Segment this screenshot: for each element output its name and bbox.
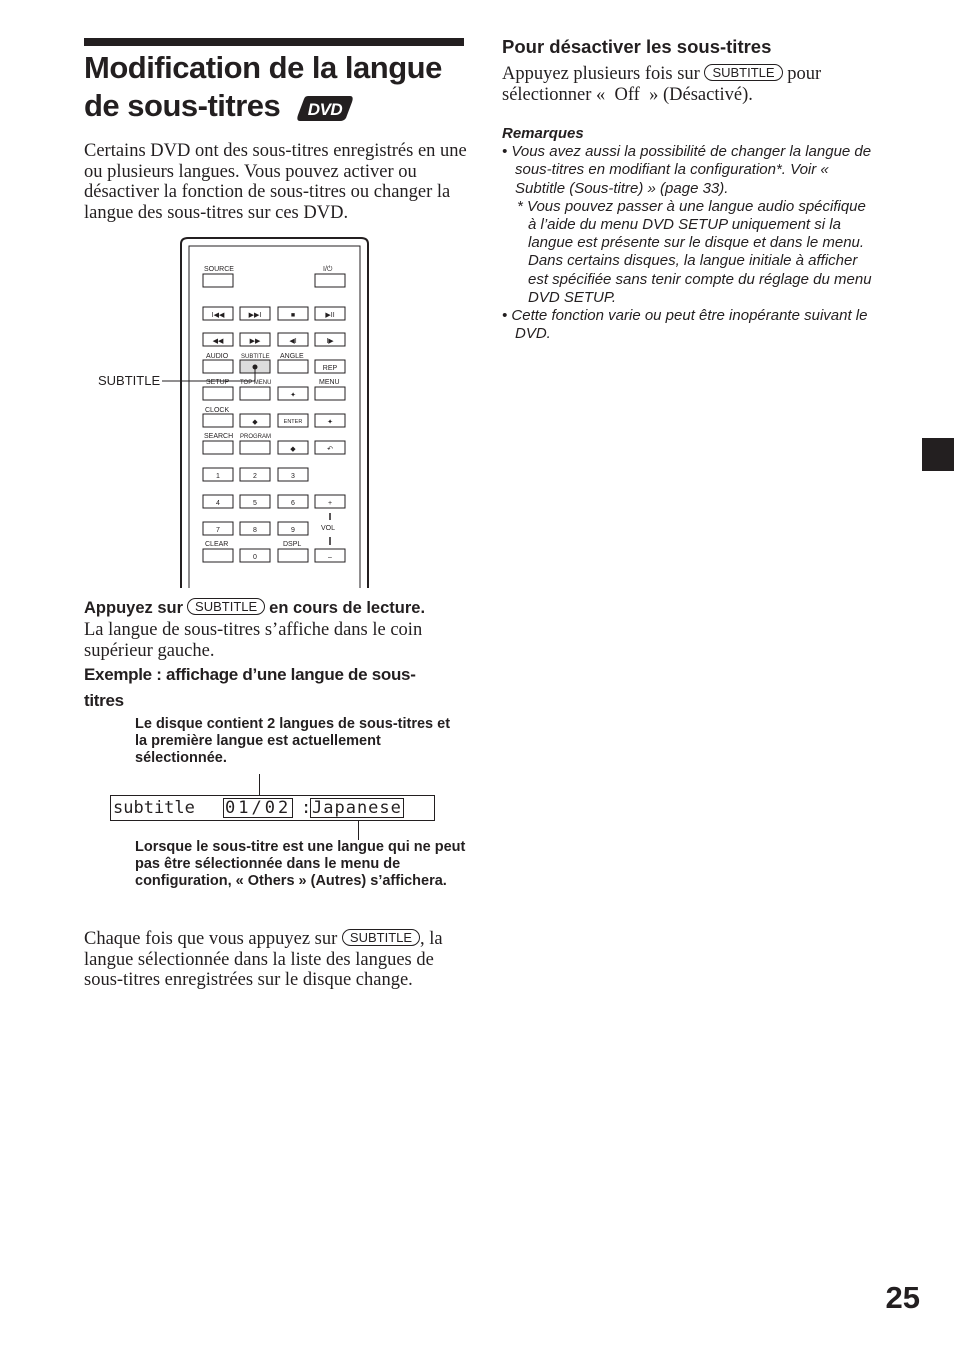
key-0: 0 [253,554,257,561]
key-4: 4 [216,500,220,507]
key-minus: – [328,554,332,561]
svg-text:▶▶: ▶▶ [249,338,261,345]
section-tab-marker [922,438,954,471]
top-menu-button [240,387,270,400]
key-1: 1 [216,473,220,480]
callout-bottom: Lorsque le sous-titre est une langue qui ne peut pas être sélectionnée dans le menu de configuration, « Others » (Autres) s’affichera. [135,839,466,889]
dvd-logo-text: DVD [308,99,343,119]
callout-line-bottom [358,820,359,840]
key-5: 5 [253,500,257,507]
note-1-star: * Vous pouvez passer à une langue audio spécifique à l’aide du menu DVD SETUP uniquement si la langue est présente sur le disque et dans le menu. Dans certains disques, la langue initiale à afficher est spécifiée sans tenir compte du réglage du menu DVD SETUP. [517,197,872,306]
svg-text:✦: ✦ [290,392,296,399]
repeat-paragraph [84,929,468,991]
repeat-post: , la langue sélectionnée dans la liste des langues de sous-titres enregistrées sur le disque change. [84,929,443,990]
source-button [203,274,233,287]
svg-text:◆: ◆ [252,419,258,426]
label-audio: AUDIO [206,353,229,360]
svg-text:◀◀: ◀◀ [212,338,224,345]
svg-text:I◀◀: I◀◀ [211,312,225,319]
label-top-menu: TOP MENU [240,380,272,386]
key-7: 7 [216,527,220,534]
program-button [240,441,270,454]
step-1-pre: Appuyez sur [84,599,184,617]
subtitle-key-2: SUBTITLE [342,929,420,946]
subtitle-key: SUBTITLE [187,598,265,615]
callout-top: Le disque contient 2 langues de sous-titres et la première langue est actuellement sélectionnée. [135,716,451,766]
label-vol: VOL [321,525,336,532]
lcd-language: Japanese [312,798,402,818]
setup-button [203,387,233,400]
note-1: • Vous avez aussi la possibilité de changer la langue de sous-titres en modifiant la configuration*. Voir « Subtitle (Sous-titre) » (page 33). [502,143,872,197]
page-number: 25 [885,1280,920,1315]
key-6: 6 [291,500,295,507]
menu-button [315,387,345,400]
label-enter: ENTER [283,419,303,425]
label-subtitle: SUBTITLE [241,354,270,360]
example-heading [84,662,468,714]
disable-post: » (Désactivé). [649,84,753,105]
title-line-2: de sous-titres [84,88,281,123]
lcd-track-count: 01/02 [225,798,292,818]
label-rep: REP [322,365,338,372]
svg-text:✦: ✦ [327,419,333,426]
label-search: SEARCH [204,433,234,440]
page-title [84,49,474,125]
step-1 [84,598,474,618]
callout-line-top [259,774,260,796]
subtitle-callout-label: SUBTITLE [98,373,161,388]
lcd-label: subtitle [113,798,195,818]
label-program: PROGRAM [240,434,272,440]
disable-mid: pour sélectionner « [502,64,822,105]
key-3: 3 [291,473,295,480]
svg-text:↶: ↶ [327,446,333,453]
lcd-colon: : [301,798,312,818]
lcd-display [110,795,435,821]
svg-text:I▶: I▶ [326,338,334,345]
disable-paragraph [502,64,874,105]
remote-illustration [96,236,376,588]
repeat-pre: Chaque fois que vous appuyez sur [84,929,338,949]
disable-off: Off [614,84,640,105]
label-menu: MENU [319,379,340,386]
label-clear: CLEAR [205,541,229,548]
disable-pre: Appuyez plusieurs fois sur [502,64,700,84]
label-source: SOURCE [204,266,234,273]
step-1-post: en cours de lecture. [269,599,426,617]
svg-text:◆: ◆ [290,446,296,453]
notes-heading: Remarques [502,125,584,142]
dvd-logo-icon [296,94,354,122]
title-rule [84,38,464,46]
subtitle-key-3: SUBTITLE [704,64,782,81]
svg-text:◀I: ◀I [289,338,297,345]
label-angle: ANGLE [280,353,304,360]
svg-text:▶II: ▶II [325,312,335,319]
title-line-1: Modification de la langue [84,50,442,85]
example-heading-line-2: titres [84,691,124,710]
key-9: 9 [291,527,295,534]
angle-button [278,360,308,373]
label-power: I/⏻ [323,266,333,273]
step-1-description: La langue de sous-titres s’affiche dans le coin supérieur gauche. [84,620,423,661]
key-plus: + [327,500,333,507]
intro-paragraph: Certains DVD ont des sous-titres enregistrés en une ou plusieurs langues. Vous pouvez activer ou désactiver la fonction de sous-titres ou changer la langue des sous-titres sur ces DVD. [84,141,467,223]
svg-text:■: ■ [290,312,296,319]
disable-heading: Pour désactiver les sous-titres [502,36,772,57]
key-2: 2 [253,473,257,480]
search-button [203,441,233,454]
audio-button [203,360,233,373]
clock-button [203,414,233,427]
svg-text:▶▶I: ▶▶I [248,312,262,319]
label-setup: SETUP [206,379,230,386]
example-heading-line-1: Exemple : affichage d’une langue de sous- [84,665,416,684]
note-2: • Cette fonction varie ou peut être inopérante suivant le DVD. [502,307,868,343]
key-8: 8 [253,527,257,534]
label-clock: CLOCK [205,407,230,414]
power-button [315,274,345,287]
notes-block [502,125,874,343]
label-dspl: DSPL [283,541,302,548]
